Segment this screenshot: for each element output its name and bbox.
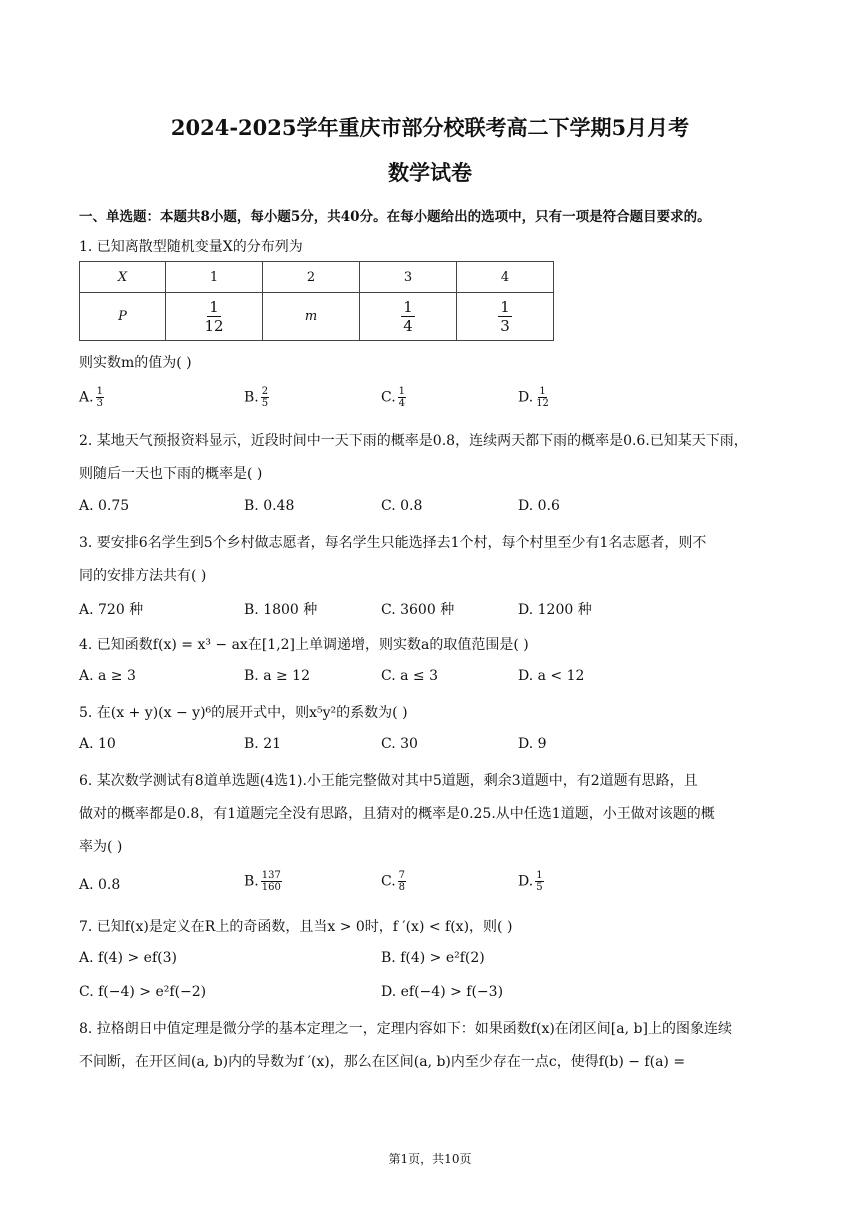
question-3-line-1: 3. 要安排6名学生到5个乡村做志愿者，每名学生只能选择去1个村，每个村里至少有1名志愿者，则不	[79, 535, 707, 551]
fraction-numerator: 1	[398, 386, 406, 397]
question-2-line-2: 则随后一天也下雨的概率是( )	[79, 466, 263, 482]
question-3-line-2: 同的安排方法共有( )	[79, 568, 207, 584]
distribution-table	[79, 261, 554, 341]
q7-option-a: A. f(4) > ef(3)	[79, 950, 177, 966]
fraction-numerator: 137	[261, 870, 281, 881]
fraction-numerator: 1	[209, 298, 219, 316]
fraction	[261, 386, 269, 409]
q4-option-b: B. a ≥ 12	[244, 668, 310, 684]
option-label: D.	[518, 873, 534, 890]
q3-option-d: D. 1200 种	[518, 602, 592, 618]
table-cell: P	[80, 293, 166, 341]
q3-option-b: B. 1800 种	[244, 602, 318, 618]
option-label: A.	[79, 389, 94, 406]
table-cell: X	[80, 262, 166, 293]
table-cell: 4	[457, 262, 554, 293]
option-label: D.	[518, 389, 534, 406]
q1-option-b	[244, 386, 269, 409]
q2-option-d: D. 0.6	[518, 498, 560, 514]
fraction	[96, 386, 104, 409]
question-8-line-1: 8. 拉格朗日中值定理是微分学的基本定理之一，定理内容如下：如果函数f(x)在闭区间[a, b]上的图象连续	[79, 1021, 732, 1037]
table-cell: 3	[360, 262, 457, 293]
table-cell	[360, 293, 457, 341]
fraction-numerator: 1	[403, 298, 413, 316]
q7-option-d: D. ef(−4) > f(−3)	[381, 984, 504, 1000]
fraction-denominator: 12	[536, 398, 549, 409]
fraction-denominator: 5	[536, 882, 543, 893]
fraction	[535, 386, 550, 409]
q4-option-a: A. a ≥ 3	[79, 668, 136, 684]
fraction-numerator: 1	[536, 870, 543, 881]
fraction	[401, 298, 415, 335]
fraction	[398, 386, 406, 409]
exam-subtitle: 数学试卷	[388, 160, 472, 185]
fraction-denominator: 4	[403, 317, 413, 335]
fraction-denominator: 160	[261, 882, 281, 893]
q5-option-b: B. 21	[244, 736, 282, 752]
fraction	[204, 298, 223, 335]
q6-option-a: A. 0.8	[79, 877, 121, 893]
exam-title: 2024-2025学年重庆市部分校联考高二下学期5月月考	[170, 115, 690, 140]
q1-option-c	[381, 386, 406, 409]
fraction	[261, 870, 282, 893]
fraction-numerator: 1	[500, 298, 510, 316]
q5-option-a: A. 10	[79, 736, 116, 752]
q3-option-a: A. 720 种	[79, 602, 144, 618]
q4-option-c: C. a ≤ 3	[381, 668, 438, 684]
question-6-line-2: 做对的概率都是0.8，有1道题完全没有思路，且猜对的概率是0.25.从中任选1道题，小王做对该题的概	[79, 806, 715, 822]
option-label: C.	[381, 389, 396, 406]
option-label: C.	[381, 873, 396, 890]
q6-option-c	[381, 870, 406, 893]
fraction	[398, 870, 406, 893]
fraction-denominator: 5	[261, 398, 269, 409]
q1-option-d	[518, 386, 550, 409]
q6-option-d	[518, 870, 544, 893]
table-cell: 2	[263, 262, 360, 293]
option-label: B.	[244, 389, 259, 406]
question-5-line-1: 5. 在(x + y)(x − y)⁶的展开式中，则x⁵y²的系数为( )	[79, 705, 408, 721]
question-4-line-1: 4. 已知函数f(x) = x³ − ax在[1,2]上单调递增，则实数a的取值范围是( )	[79, 637, 529, 653]
fraction-numerator: 1	[96, 386, 103, 397]
fraction-denominator: 3	[96, 398, 103, 409]
q5-option-c: C. 30	[381, 736, 418, 752]
fraction	[498, 298, 512, 335]
fraction-numerator: 2	[261, 386, 269, 397]
q7-option-b: B. f(4) > e²f(2)	[381, 950, 485, 966]
fraction-numerator: 7	[398, 870, 406, 881]
fraction-denominator: 3	[500, 317, 510, 335]
fraction	[535, 870, 543, 893]
fraction-denominator: 12	[204, 317, 224, 335]
question-8-line-2: 不间断，在开区间(a, b)内的导数为f ′(x)，那么在区间(a, b)内至少存在一点c，使得f(b) − f(a) =	[79, 1054, 686, 1070]
section-heading: 一、单选题：本题共8小题，每小题5分，共40分。在每小题给出的选项中，只有一项是符合题目要求的。	[79, 209, 711, 225]
q3-option-c: C. 3600 种	[381, 602, 455, 618]
q5-option-d: D. 9	[518, 736, 547, 752]
option-label: B.	[244, 873, 259, 890]
question-1-stem: 1. 已知离散型随机变量X的分布列为	[79, 239, 303, 255]
question-1-ask: 则实数m的值为( )	[79, 355, 192, 371]
table-cell: m	[263, 293, 360, 341]
table-cell	[166, 293, 263, 341]
q1-option-a	[79, 386, 104, 409]
question-6-line-1: 6. 某次数学测试有8道单选题(4选1).小王能完整做对其中5道题，剩余3道题中，有2道题有思路，且	[79, 773, 698, 789]
q7-option-c: C. f(−4) > e²f(−2)	[79, 984, 207, 1000]
question-6-line-3: 率为( )	[79, 839, 123, 855]
fraction-denominator: 8	[398, 882, 406, 893]
fraction-numerator: 1	[539, 386, 546, 397]
table-cell: 1	[166, 262, 263, 293]
page-footer: 第1页，共10页	[388, 1152, 472, 1166]
fraction-denominator: 4	[398, 398, 406, 409]
table-cell	[457, 293, 554, 341]
q4-option-d: D. a < 12	[518, 668, 585, 684]
q2-option-c: C. 0.8	[381, 498, 423, 514]
question-2-line-1: 2. 某地天气预报资料显示，近段时间中一天下雨的概率是0.8，连续两天都下雨的概率是0.6.已知某天下雨，	[79, 433, 748, 449]
q2-option-a: A. 0.75	[79, 498, 130, 514]
question-7-line-1: 7. 已知f(x)是定义在R上的奇函数，且当x > 0时，f ′(x) < f(x)，则( )	[79, 919, 513, 935]
q2-option-b: B. 0.48	[244, 498, 295, 514]
q6-option-b	[244, 870, 282, 893]
